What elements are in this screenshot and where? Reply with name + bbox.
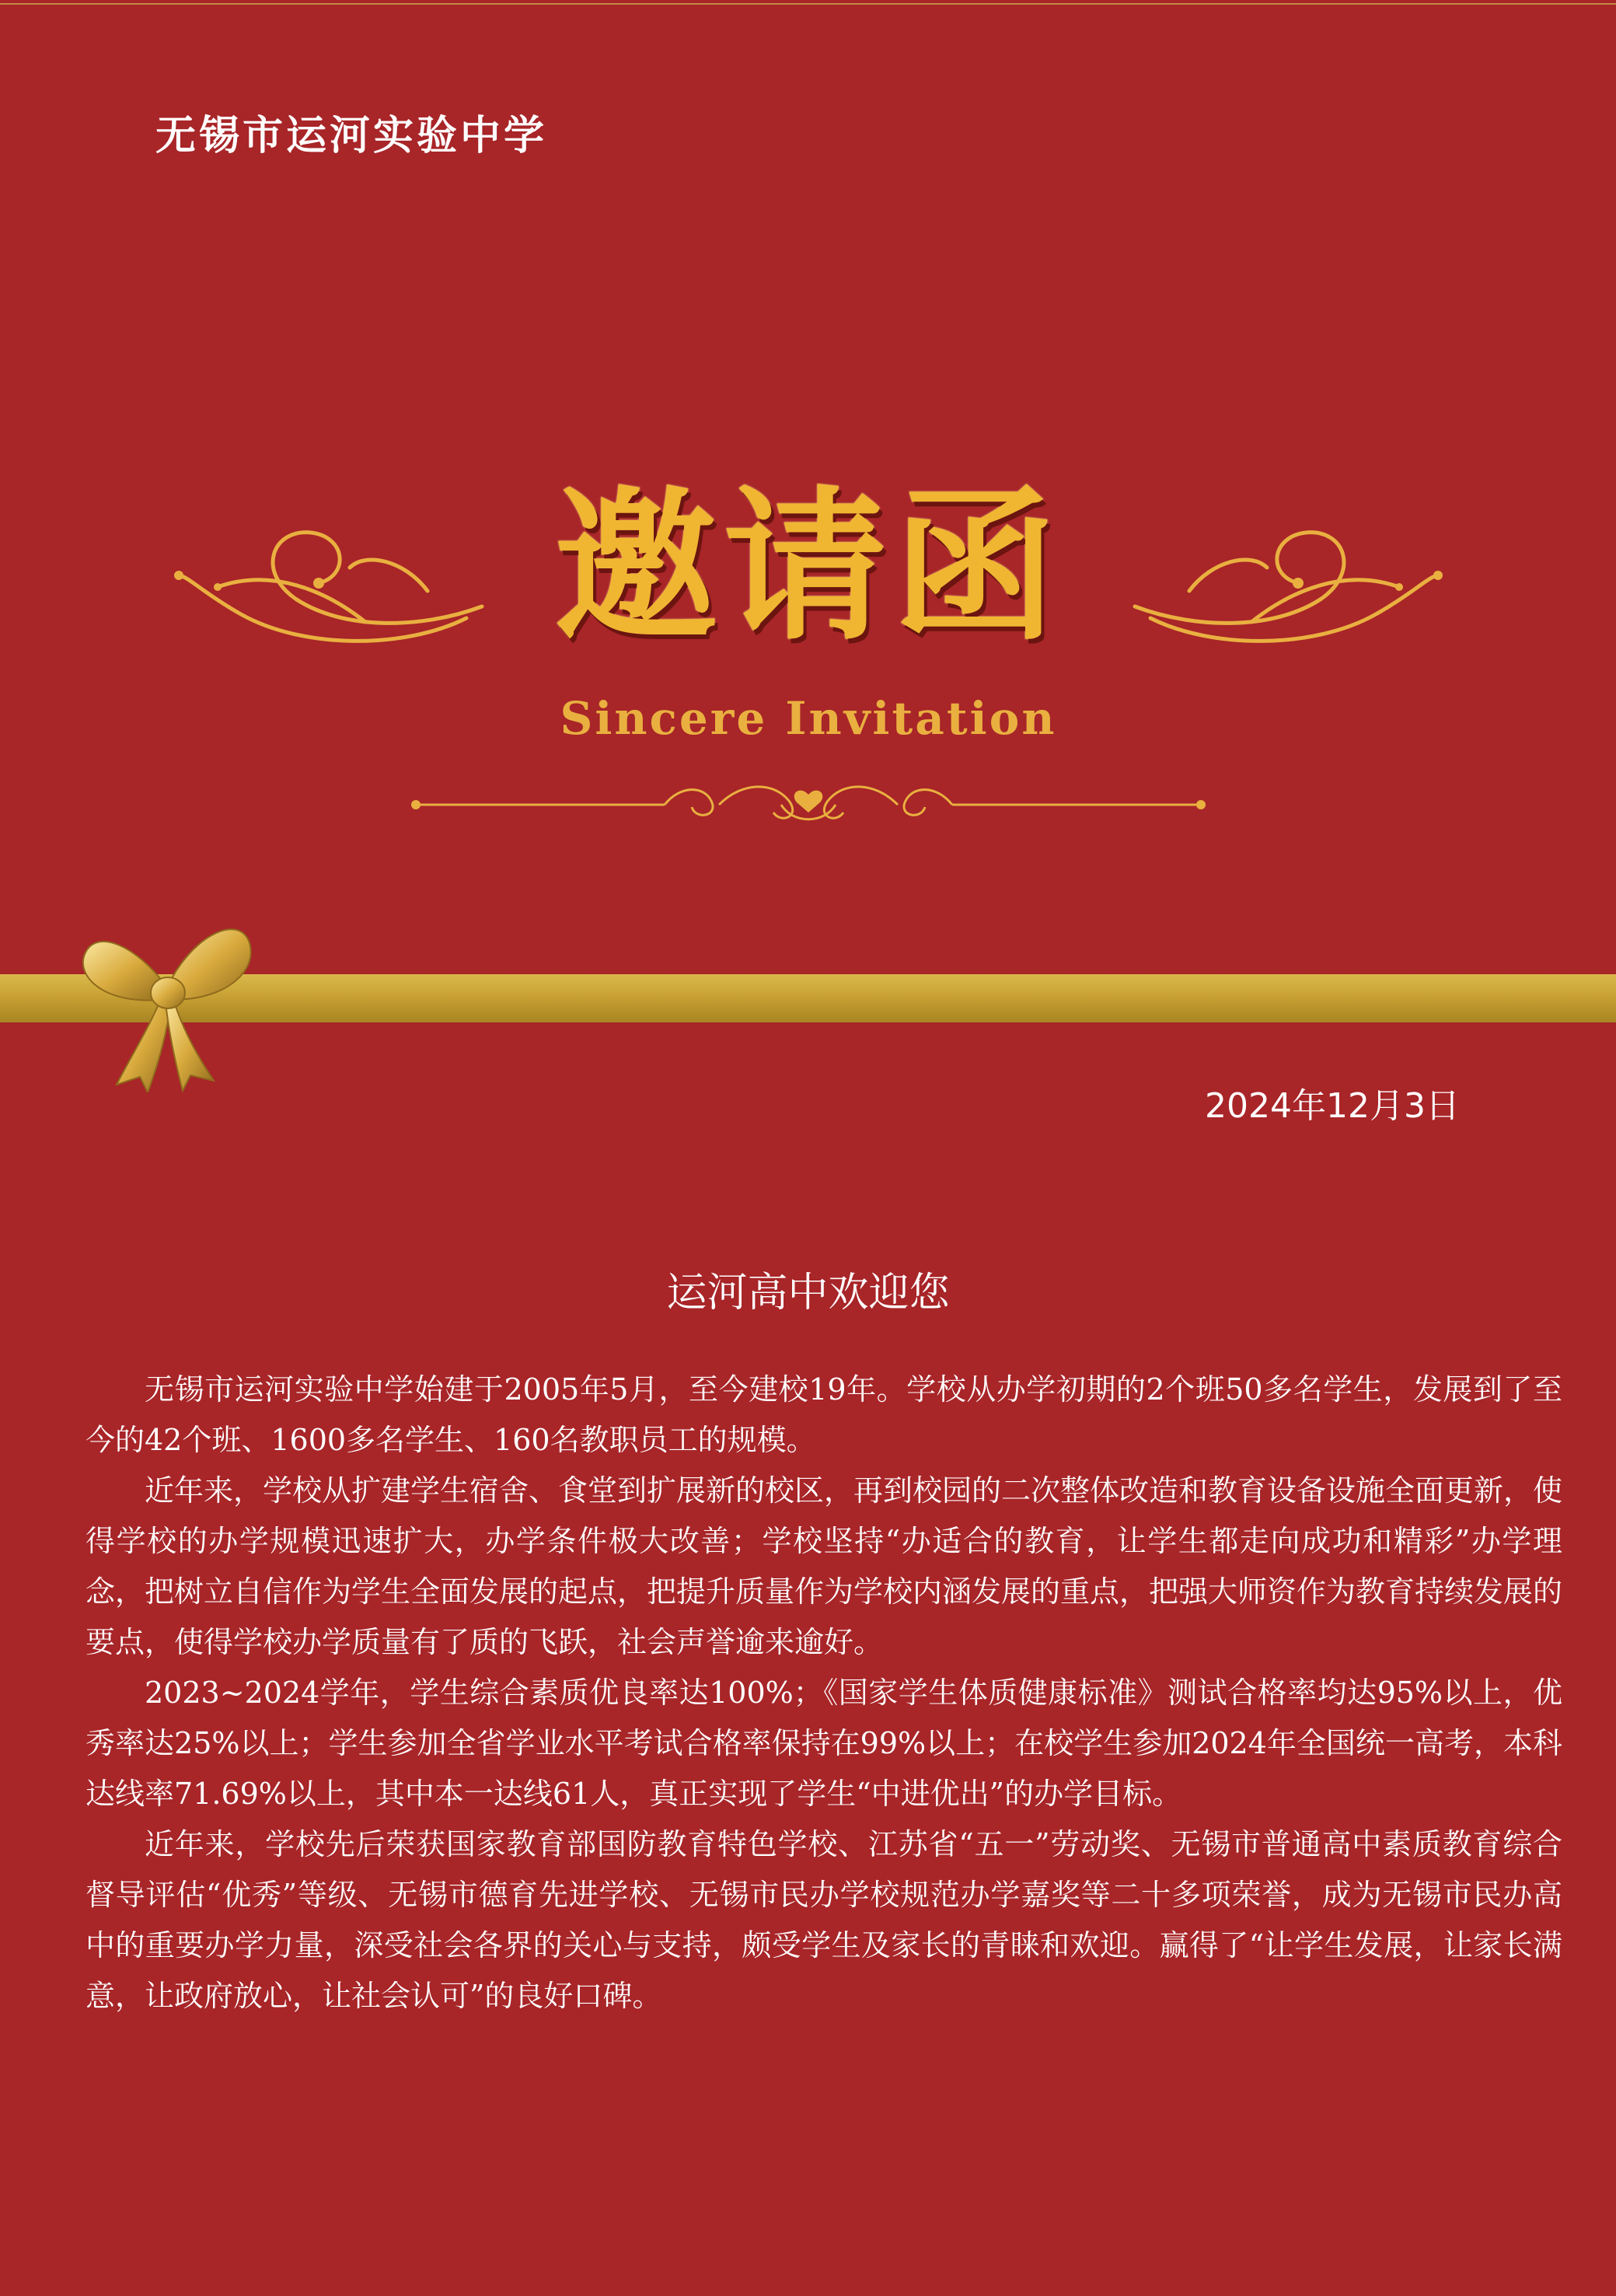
paragraph: 无锡市运河实验中学始建于2005年5月，至今建校19年。学校从办学初期的2个班50多名学生，发展到了至今的42个班、1600多名学生、160名教职员工的规模。 [86,1372,1562,1457]
main-title: 邀请函 [553,472,1063,662]
section-heading: 运河高中欢迎您 [666,1270,950,1316]
body-text [86,1365,1562,2022]
paragraph: 近年来，学校先后荣获国家教育部国防教育特色学校、江苏省“五一”劳动奖、无锡市普通高中素质教育综合督导评估“优秀”等级、无锡市德育先进学校、无锡市民办学校规范办学嘉奖等二十多项荣誉，成为无锡市民办高中的重要办学力量，深受社会各界的关心与支持，颇受学生及家长的青睐和欢迎。赢得了“让学生发展，让家长满意，让政府放心，让社会认可”的良好口碑。 [86,1827,1562,2013]
flourish-right-icon [1119,513,1446,669]
paragraph: 近年来，学校从扩建学生宿舍、食堂到扩展新的校区，再到校园的二次整体改造和教育设备设施全面更新，使得学校的办学规模迅速扩大，办学条件极大改善；学校坚持“办适合的教育，让学生都走向成功和精彩”办学理念，把树立自信作为学生全面发展的起点，把提升质量作为学校内涵发展的重点，把强大师资作为教育持续发展的要点，使得学校办学质量有了质的飞跃，社会声誉逾来逾好。 [86,1473,1563,1659]
paragraph: 2023~2024学年，学生综合素质优良率达100%；《国家学生体质健康标准》测试合格率均达95%以上，优秀率达25%以上；学生参加全省学业水平考试合格率保持在99%以上；在校学生参加2024年全国统一高考，本科达线率71.69%以上，其中本一达线61人，真正实现了学生“中进优出”的办学目标。 [86,1676,1562,1811]
top-rule [0,3,1616,5]
invitation-date: 2024年12月3日 [1205,1086,1460,1126]
divider-ornament-icon [408,778,1209,832]
flourish-left-icon [171,513,497,669]
subtitle: Sincere Invitation [560,692,1057,745]
title-block [0,467,1616,871]
school-name: 无锡市运河实验中学 [155,112,548,159]
gold-bow-icon [74,898,260,1092]
